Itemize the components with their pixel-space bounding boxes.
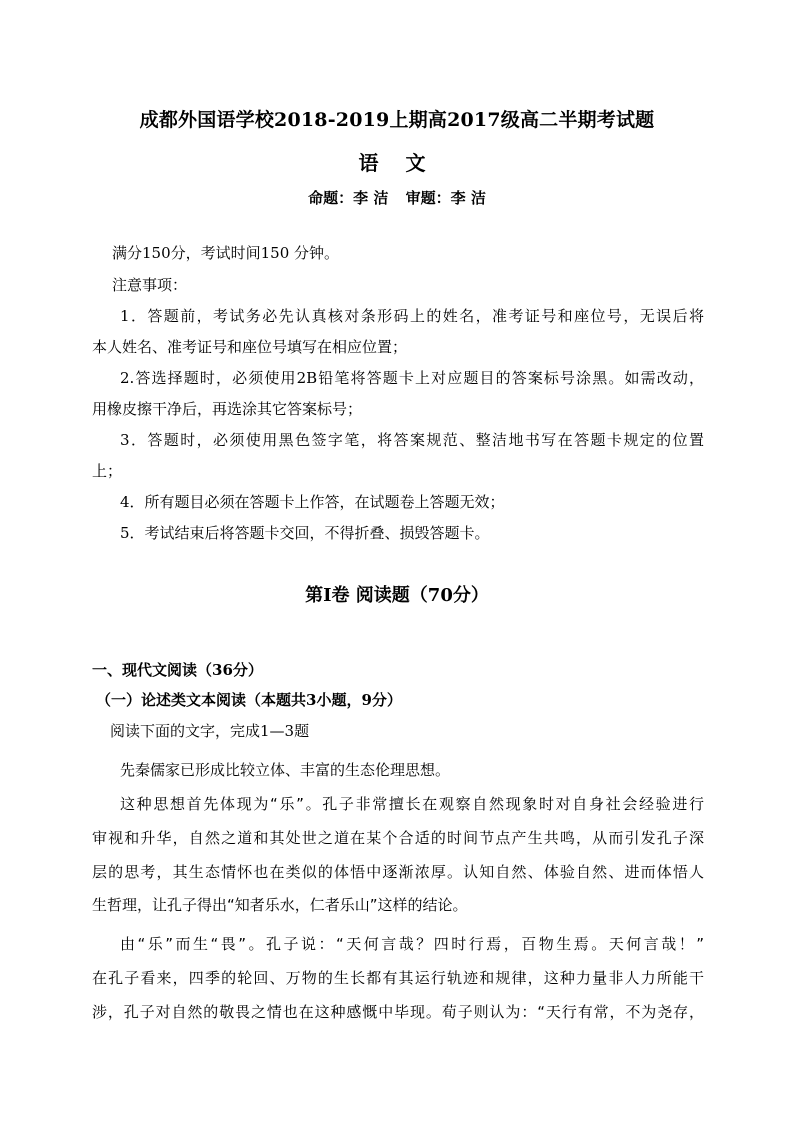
passage-line-6: 由“乐”而生“畏”。孔子说：“天何言哉？四时行焉，百物生焉。天何言哉！” xyxy=(120,935,704,953)
notes-label: 注意事项： xyxy=(112,276,188,294)
note-line-7: 4．所有题目必须在答题卡上作答，在试题卷上答题无效； xyxy=(120,493,505,511)
reading-prompt: 阅读下面的文字，完成1—3题 xyxy=(110,722,310,740)
setter: 命题：李 洁 xyxy=(308,189,389,207)
part1-sub-heading: （一）论述类文本阅读（本题共3小题，9分） xyxy=(96,691,402,709)
passage-line-5: 生哲理，让孔子得出“知者乐水，仁者乐山”这样的结论。 xyxy=(92,896,468,914)
note-line-3: 2.答选择题时，必须使用2B铅笔将答题卡上对应题目的答案标号涂黑。如需改动， xyxy=(120,369,704,387)
reviewer: 审题：李 洁 xyxy=(405,189,486,207)
passage-line-3: 审视和升华，自然之道和其处世之道在某个合适的时间节点产生共鸣，从而引发孔子深 xyxy=(92,829,704,847)
note-line-4: 用橡皮擦干净后，再选涂其它答案标号； xyxy=(92,400,363,418)
note-line-8: 5．考试结束后将答题卡交回，不得折叠、损毁答题卡。 xyxy=(120,524,490,542)
subject-title: 语 文 xyxy=(358,151,436,175)
passage-line-8: 涉，孔子对自然的敬畏之情也在这种感慨中毕现。荀子则认为：“天行有常，不为尧存， xyxy=(92,1003,704,1021)
score-time: 满分150分，考试时间150 分钟。 xyxy=(112,244,340,262)
author-line xyxy=(0,188,794,208)
exam-title: 成都外国语学校2018-2019上期高2017级高二半期考试题 xyxy=(139,109,655,131)
part1-heading: 一、现代文阅读（36分） xyxy=(92,661,263,679)
section-title: 第Ⅰ卷 阅读题（70分） xyxy=(305,585,489,606)
note-line-1: 1．答题前，考试务必先认真核对条形码上的姓名，准考证号和座位号，无误后将 xyxy=(120,307,704,325)
passage-line-7: 在孔子看来，四季的轮回、万物的生长都有其运行轨迹和规律，这种力量非人力所能干 xyxy=(92,969,704,987)
note-line-2: 本人姓名、准考证号和座位号填写在相应位置； xyxy=(92,338,408,356)
note-line-6: 上； xyxy=(92,462,123,480)
passage-line-2: 这种思想首先体现为“乐”。孔子非常擅长在观察自然现象时对自身社会经验进行 xyxy=(120,795,704,813)
passage-line-1: 先秦儒家已形成比较立体、丰富的生态伦理思想。 xyxy=(120,761,451,779)
passage-line-4: 层的思考，其生态情怀也在类似的体悟中逐渐浓厚。认知自然、体验自然、进而体悟人 xyxy=(92,863,704,881)
note-line-5: 3．答题时，必须使用黑色签字笔，将答案规范、整洁地书写在答题卡规定的位置 xyxy=(120,431,704,449)
